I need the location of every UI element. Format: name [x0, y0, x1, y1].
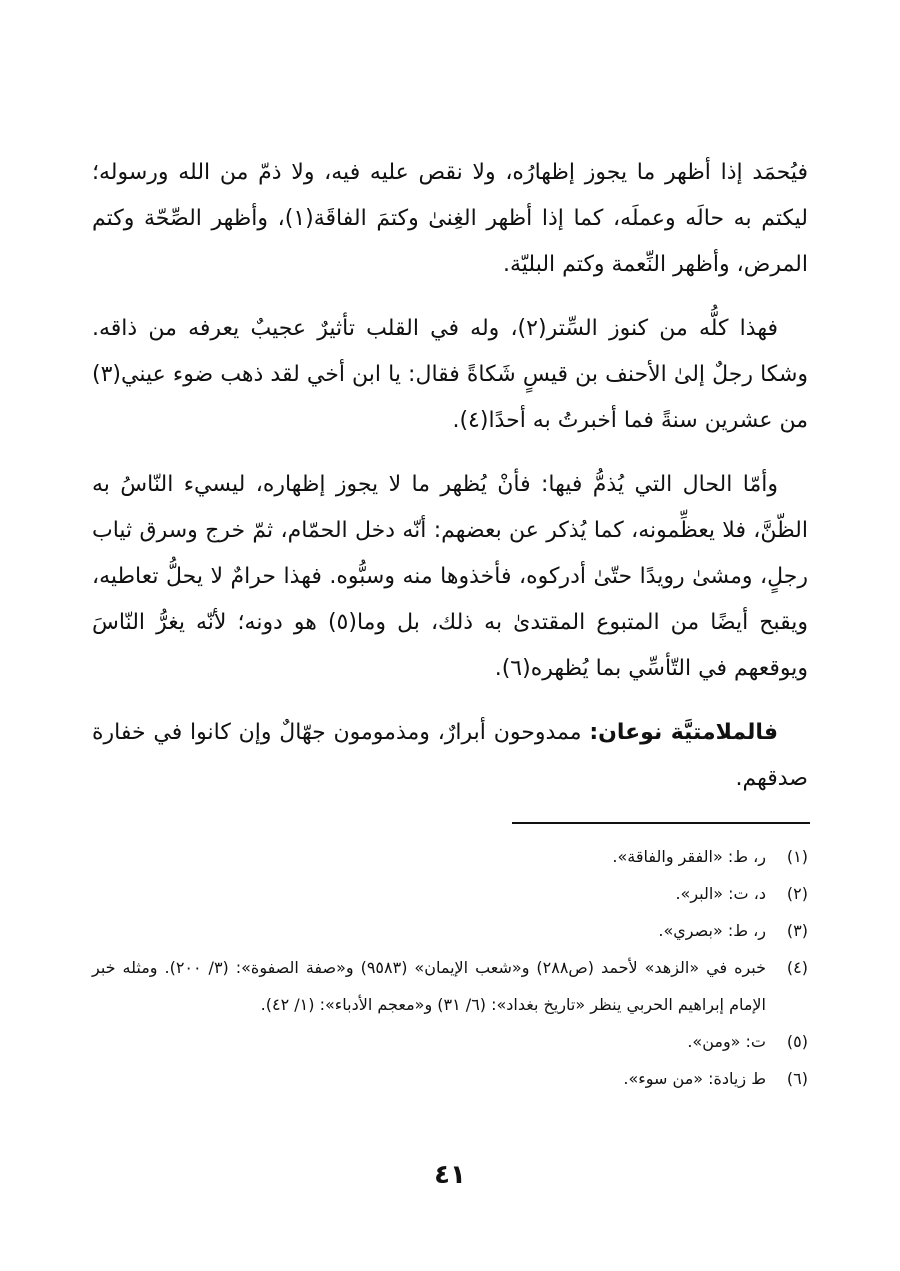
footnote-text: ر، ط: «بصري». — [658, 921, 766, 940]
footnote-item — [92, 949, 808, 1023]
footnote-text: ط زيادة: «من سوء». — [623, 1069, 766, 1088]
paragraph-4-text: ممدوحون أبرارٌ، ومذمومون جهّالٌ وإن كانوا في خفارة صدقهم. — [92, 720, 808, 791]
footnotes — [92, 838, 808, 1097]
footnote-number: (١) — [786, 847, 808, 866]
footnote-text: د، ت: «البر». — [675, 884, 766, 903]
footnote-item — [92, 875, 808, 912]
footnote-text: خبره في «الزهد» لأحمد (ص٢٨٨) و«شعب الإيمان» (٩٥٨٣) و«صفة الصفوة»: (٣/ ٢٠٠). ومثله خبر الإمام إبراهيم الحربي ينظر «تاريخ بغداد»: (٦/ ٣١) و«معجم الأدباء»: (١/ ٤٢). — [92, 958, 766, 1014]
paragraph-4-heading: فالملامتيَّة نوعان: — [589, 720, 778, 745]
footnote-item — [92, 838, 808, 875]
footnote-number: (٤) — [786, 958, 808, 977]
paragraph-4 — [92, 710, 808, 802]
footnote-number: (٥) — [786, 1032, 808, 1051]
footnote-text: ت: «ومن». — [687, 1032, 766, 1051]
footnote-number: (٦) — [786, 1069, 808, 1088]
footnote-item — [92, 912, 808, 949]
paragraph-2: فهذا كلُّه من كنوز السِّتر(٢)، وله في القلب تأثيرٌ عجيبٌ يعرفه من ذاقه. وشكا رجلٌ إلىٰ الأحنف بن قيسٍ شَكاةً فقال: يا ابن أخي لقد ذهب ضوء عيني(٣) من عشرين سنةً فما أخبرتُ به أحدًا(٤). — [92, 316, 808, 433]
main-text — [92, 150, 808, 820]
footnote-number: (٣) — [786, 921, 808, 940]
page-number: ٤١ — [434, 1160, 466, 1190]
paragraph-1: فيُحمَد إذا أظهر ما يجوز إظهارُه، ولا نقص عليه فيه، ولا ذمّ من الله ورسوله؛ ليكتم به حالَه وعملَه، كما إذا أظهر الغِنىٰ وكتمَ الفاقَة(١)، وأظهر الصِّحّة وكتم المرض، وأظهر النِّعمة وكتم البليّة. — [92, 160, 808, 277]
footnote-item — [92, 1060, 808, 1097]
footnote-divider — [512, 822, 810, 824]
paragraph-3: وأمّا الحال التي يُذمُّ فيها: فأنْ يُظهر ما لا يجوز إظهاره، ليسيء النّاسُ به الظّنَّ، فلا يعظِّمونه، كما يُذكر عن بعضهم: أنّه دخل الحمّام، ثمّ خرج وسرق ثياب رجلٍ، ومشىٰ رويدًا حتّىٰ أدركوه، فأخذوها منه وسبُّوه. فهذا حرامٌ لا يحلُّ تعاطيه، ويقبح أيضًا من المتبوع المقتدىٰ به ذلك، بل وما(٥) هو دونه؛ لأنّه يغرُّ النّاسَ ويوقعهم في التّأسِّي بما يُظهره(٦). — [92, 472, 808, 681]
footnote-text: ر، ط: «الفقر والفاقة». — [612, 847, 766, 866]
footnote-item — [92, 1023, 808, 1060]
footnote-number: (٢) — [786, 884, 808, 903]
